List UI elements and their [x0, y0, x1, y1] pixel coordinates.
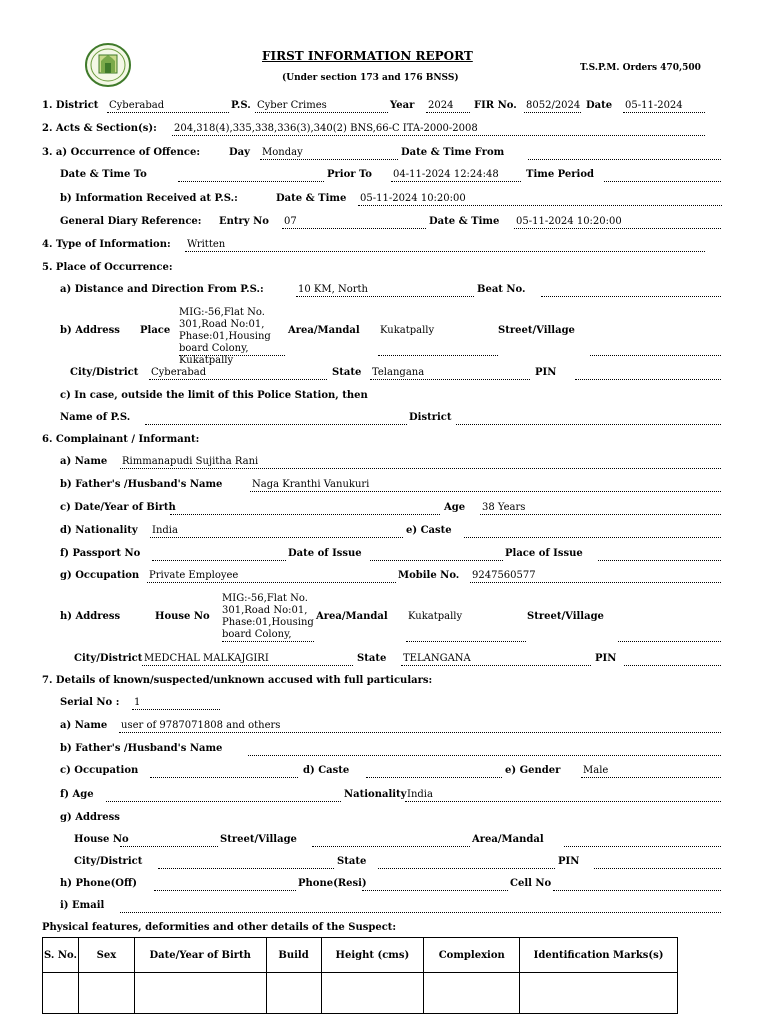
accused-city-line — [158, 868, 334, 869]
accused-address-label: g) Address — [60, 812, 120, 823]
complainant-house-value: MIG:-56,Flat No. 301,Road No:01, Phase:01,Housing board Colony, — [222, 593, 314, 640]
period-label: Time Period — [526, 169, 595, 180]
place-address-label: b) Address — [60, 325, 120, 336]
period-line — [604, 181, 721, 182]
complainant-state-line — [401, 665, 591, 666]
complainant-city-line — [142, 665, 353, 666]
ps-value: Cyber Crimes — [257, 100, 327, 111]
cell-label: Cell No — [510, 878, 552, 889]
passport-line — [152, 560, 286, 561]
complainant-occupation-value: Private Employee — [149, 570, 239, 581]
place-state-label: State — [332, 367, 362, 378]
beat-line — [541, 296, 721, 297]
date-line — [623, 112, 705, 113]
issue-place-line — [598, 560, 721, 561]
complainant-age-label: Age — [444, 502, 466, 513]
complainant-city-label: City/District — [74, 653, 143, 664]
passport-label: f) Passport No — [60, 548, 141, 559]
place-city-label: City/District — [70, 367, 139, 378]
gd-dt-value: 05-11-2024 10:20:00 — [516, 216, 622, 227]
place-mandal-line — [378, 355, 498, 356]
prior-line — [391, 181, 521, 182]
complainant-mandal-value: Kukatpally — [408, 611, 463, 622]
accused-label: 7. Details of known/suspected/unknown accused with full particulars: — [42, 675, 433, 686]
issue-date-line — [370, 560, 503, 561]
report-subtitle: (Under section 173 and 176 BNSS) — [282, 73, 459, 83]
complainant-father-line — [250, 491, 721, 492]
column-header: Height (cms) — [321, 938, 424, 973]
column-header: Build — [266, 938, 321, 973]
physical-features-table — [42, 937, 678, 1014]
table-cell — [43, 973, 79, 1014]
gd-dt-label: Date & Time — [429, 216, 500, 227]
complainant-dob-label: c) Date/Year of Birth — [60, 502, 176, 513]
accused-age-line — [106, 801, 341, 802]
accused-occupation-line — [150, 777, 298, 778]
email-label: i) Email — [60, 900, 105, 911]
dt-to-label: Date & Time To — [60, 169, 147, 180]
complainant-house-label: House No — [155, 611, 210, 622]
name-ps-line — [145, 424, 407, 425]
accused-state-line — [378, 868, 555, 869]
prior-value: 04-11-2024 12:24:48 — [393, 169, 499, 180]
email-line — [120, 912, 721, 913]
place-street-label: Street/Village — [498, 325, 575, 336]
info-dt-value: 05-11-2024 10:20:00 — [360, 193, 466, 204]
other-district-line — [456, 424, 721, 425]
place-mandal-label: Area/Mandal — [288, 325, 360, 336]
complainant-dob-line — [170, 514, 440, 515]
table-cell — [424, 973, 520, 1014]
complainant-mandal-line — [406, 641, 526, 642]
type-info-line — [185, 251, 705, 252]
accused-pin-label: PIN — [558, 856, 580, 867]
place-mandal-value: Kukatpally — [380, 325, 435, 336]
dt-from-line — [528, 159, 721, 160]
table-cell — [78, 973, 134, 1014]
column-header: Sex — [78, 938, 134, 973]
accused-occupation-label: c) Occupation — [60, 765, 139, 776]
place-state-value: Telangana — [372, 367, 425, 378]
accused-street-label: Street/Village — [220, 834, 297, 845]
complainant-state-label: State — [357, 653, 387, 664]
complainant-father-label: b) Father's /Husband's Name — [60, 479, 223, 490]
day-label: Day — [229, 147, 250, 158]
table-row — [43, 973, 678, 1014]
ps-label: P.S. — [231, 100, 251, 111]
accused-city-label: City/District — [74, 856, 143, 867]
place-label: Place — [140, 325, 171, 336]
gd-dt-line — [514, 228, 721, 229]
complainant-mandal-label: Area/Mandal — [316, 611, 388, 622]
distance-label: a) Distance and Direction From P.S.: — [60, 284, 264, 295]
complainant-pin-label: PIN — [595, 653, 617, 664]
entry-line — [282, 228, 426, 229]
acts-label: 2. Acts & Section(s): — [42, 123, 157, 134]
mobile-line — [470, 582, 721, 583]
place-city-value: Cyberabad — [151, 367, 207, 378]
info-dt-line — [358, 205, 722, 206]
distance-line — [296, 296, 474, 297]
table-header-row — [43, 938, 678, 973]
phone-off-line — [154, 890, 296, 891]
fir-line — [524, 112, 581, 113]
complainant-label: 6. Complainant / Informant: — [42, 434, 200, 445]
complainant-nationality-value: India — [152, 525, 178, 536]
name-ps-label: Name of P.S. — [60, 412, 131, 423]
complainant-state-value: TELANGANA — [403, 653, 471, 664]
year-line — [426, 112, 470, 113]
place-pin-label: PIN — [535, 367, 557, 378]
complainant-address-label: h) Address — [60, 611, 121, 622]
table-cell — [520, 973, 678, 1014]
dt-from-label: Date & Time From — [401, 147, 505, 158]
accused-street-line — [312, 846, 470, 847]
issue-date-label: Date of Issue — [288, 548, 362, 559]
accused-name-value: user of 9787071808 and others — [121, 720, 281, 731]
complainant-name-line — [120, 468, 721, 469]
serial-value: 1 — [134, 697, 141, 708]
accused-name-line — [119, 732, 721, 733]
accused-mandal-line — [564, 846, 721, 847]
accused-mandal-label: Area/Mandal — [472, 834, 544, 845]
distance-value: 10 KM, North — [298, 284, 368, 295]
complainant-nationality-line — [150, 537, 403, 538]
complainant-street-label: Street/Village — [527, 611, 604, 622]
gd-label: General Diary Reference: — [60, 216, 202, 227]
accused-caste-label: d) Caste — [303, 765, 350, 776]
acts-value: 204,318(4),335,338,336(3),340(2) BNS,66-C ITA-2000-2008 — [174, 123, 478, 134]
fir-value: 8052/2024 — [526, 100, 581, 111]
complainant-father-value: Naga Kranthi Vanukuri — [252, 479, 370, 490]
complainant-house-line — [222, 641, 314, 642]
accused-gender-label: e) Gender — [505, 765, 561, 776]
complainant-age-line — [480, 514, 721, 515]
type-info-label: 4. Type of Information: — [42, 239, 171, 250]
accused-nationality-line — [405, 801, 721, 802]
accused-father-label: b) Father's /Husband's Name — [60, 743, 223, 754]
prior-label: Prior To — [327, 169, 372, 180]
place-city-line — [149, 379, 327, 380]
place-line — [179, 355, 285, 356]
district-label: 1. District — [42, 100, 99, 111]
accused-nationality-label: Nationality — [344, 789, 407, 800]
accused-gender-value: Male — [583, 765, 609, 776]
date-label: Date — [586, 100, 613, 111]
place-pin-line — [575, 379, 721, 380]
complainant-caste-label: e) Caste — [406, 525, 452, 536]
fir-label: FIR No. — [474, 100, 517, 111]
year-value: 2024 — [428, 100, 454, 111]
complainant-name-value: Rimmanapudi Sujitha Rani — [122, 456, 259, 467]
accused-house-line — [120, 846, 218, 847]
occurrence-label: 3. a) Occurrence of Offence: — [42, 147, 201, 158]
column-header: Complexion — [424, 938, 520, 973]
other-district-label: District — [409, 412, 452, 423]
ps-line — [255, 112, 388, 113]
table-cell — [321, 973, 424, 1014]
complainant-age-value: 38 Years — [482, 502, 526, 513]
issue-place-label: Place of Issue — [505, 548, 583, 559]
place-street-line — [590, 355, 721, 356]
place-occurrence-label: 5. Place of Occurrence: — [42, 262, 173, 273]
state-emblem-logo — [84, 42, 132, 88]
entry-value: 07 — [284, 216, 297, 227]
complainant-occupation-label: g) Occupation — [60, 570, 140, 581]
year-label: Year — [390, 100, 415, 111]
column-header: Date/Year of Birth — [134, 938, 266, 973]
complainant-name-label: a) Name — [60, 456, 108, 467]
complainant-nationality-label: d) Nationality — [60, 525, 138, 536]
info-received-label: b) Information Received at P.S.: — [60, 193, 238, 204]
mobile-label: Mobile No. — [398, 570, 460, 581]
place-state-line — [370, 379, 530, 380]
day-value: Monday — [262, 147, 303, 158]
column-header: Identification Marks(s) — [520, 938, 678, 973]
column-header: S. No. — [43, 938, 79, 973]
accused-gender-line — [581, 777, 721, 778]
day-line — [260, 159, 398, 160]
physical-features-label: Physical features, deformities and other details of the Suspect: — [42, 922, 397, 933]
info-dt-label: Date & Time — [276, 193, 347, 204]
dt-to-line — [178, 181, 324, 182]
accused-nationality-value: India — [407, 789, 433, 800]
type-info-value: Written — [187, 239, 226, 250]
serial-line — [132, 709, 220, 710]
cell-line — [553, 890, 721, 891]
accused-pin-line — [594, 868, 721, 869]
orders-reference: T.S.P.M. Orders 470,500 — [580, 63, 701, 73]
report-title: FIRST INFORMATION REPORT — [262, 49, 473, 63]
accused-state-label: State — [337, 856, 367, 867]
complainant-street-line — [618, 641, 721, 642]
serial-label: Serial No : — [60, 697, 120, 708]
acts-line — [172, 135, 705, 136]
district-line — [107, 112, 229, 113]
accused-age-label: f) Age — [60, 789, 94, 800]
date-value: 05-11-2024 — [625, 100, 683, 111]
complainant-caste-line — [464, 537, 721, 538]
complainant-occupation-line — [147, 582, 396, 583]
table-cell — [266, 973, 321, 1014]
place-value: MIG:-56,Flat No. 301,Road No:01, Phase:01,Housing board Colony, Kukatpally — [179, 307, 271, 366]
accused-name-label: a) Name — [60, 720, 108, 731]
district-value: Cyberabad — [109, 100, 165, 111]
accused-caste-line — [366, 777, 502, 778]
beat-label: Beat No. — [477, 284, 526, 295]
phone-resi-line — [362, 890, 508, 891]
phone-off-label: h) Phone(Off) — [60, 878, 137, 889]
complainant-pin-line — [624, 665, 721, 666]
phone-resi-label: Phone(Resi) — [298, 878, 367, 889]
outside-limit-label: c) In case, outside the limit of this Police Station, then — [60, 390, 368, 401]
complainant-city-value: MEDCHAL MALKAJGIRI — [144, 653, 269, 664]
accused-house-label: House No — [74, 834, 129, 845]
accused-father-line — [248, 755, 721, 756]
table-cell — [134, 973, 266, 1014]
mobile-value: 9247560577 — [472, 570, 536, 581]
entry-label: Entry No — [219, 216, 269, 227]
